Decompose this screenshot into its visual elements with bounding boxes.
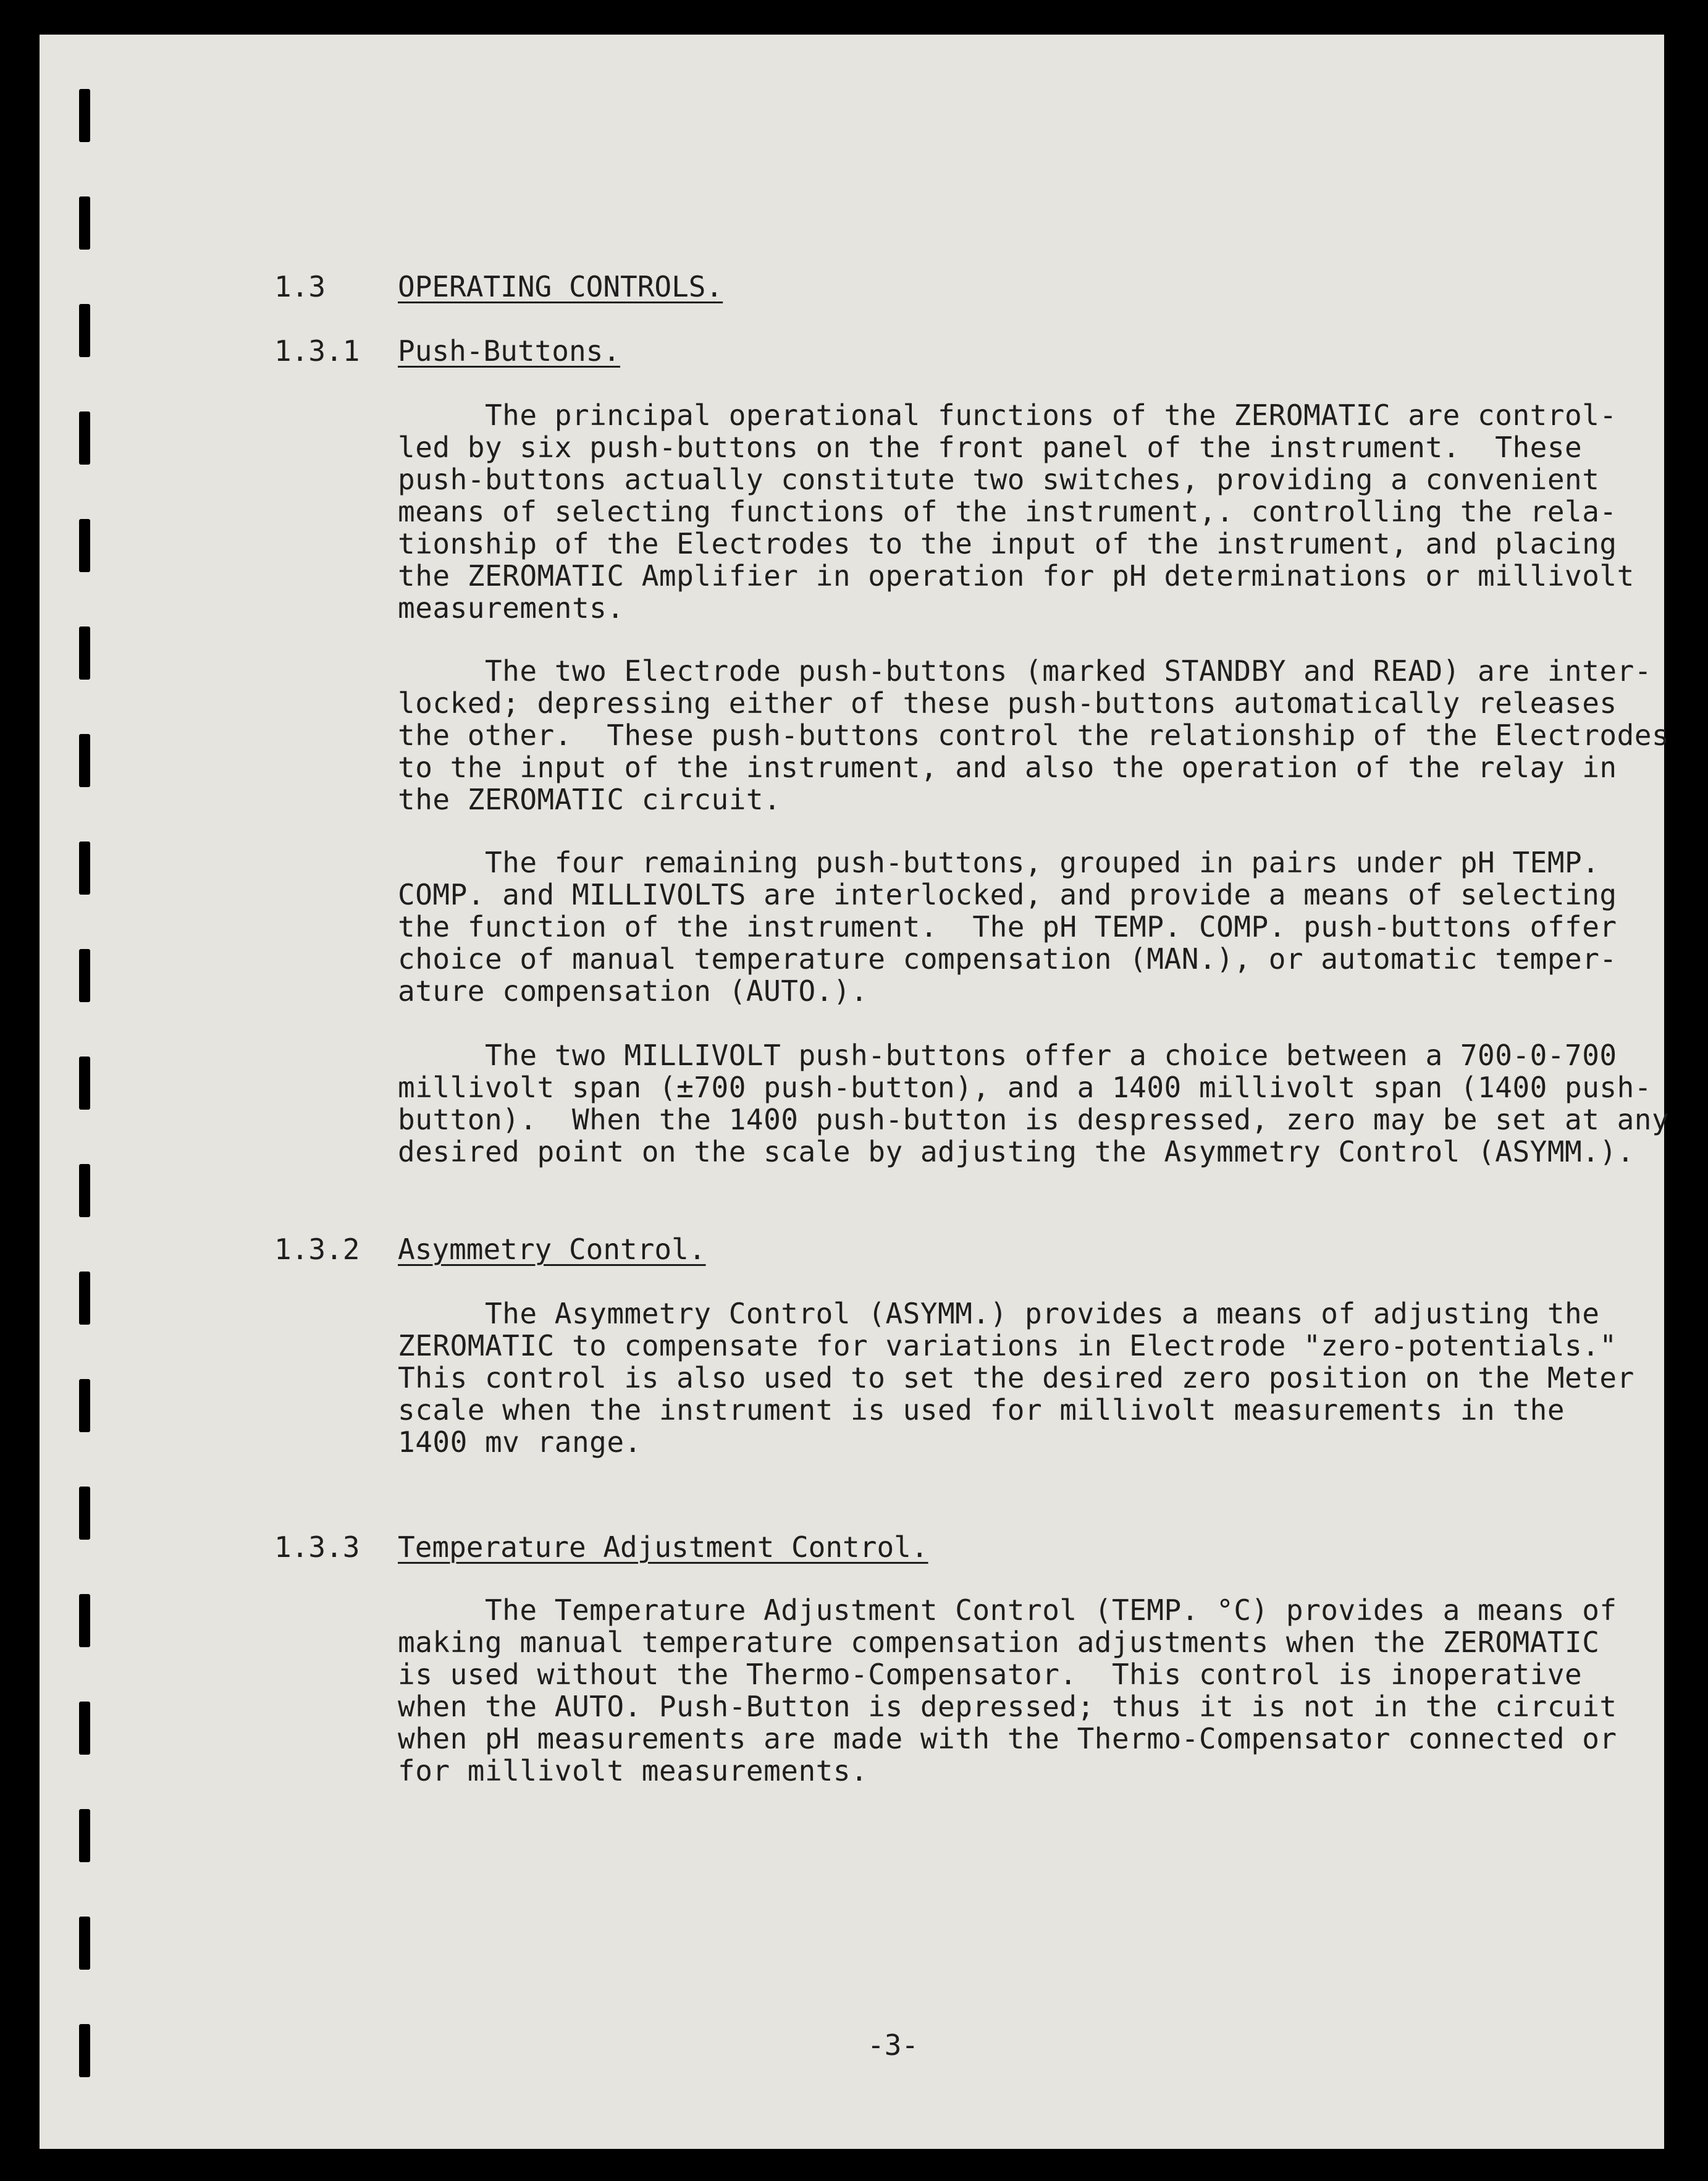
text-line: locked; depressing either of these push-buttons automatically releases [398,686,1617,720]
section-heading: Asymmetry Control. [398,1233,706,1266]
text-line: when the AUTO. Push-Button is depressed; thus it is not in the circuit [398,1690,1617,1723]
section-number: 1.3.3 [274,1530,360,1564]
binder-hole [79,1917,90,1970]
text-line: ature compensation (AUTO.). [398,974,869,1008]
text-line: This control is also used to set the desired zero position on the Meter [398,1361,1634,1394]
text-line: The Asymmetry Control (ASYMM.) provides a means of adjusting the [398,1297,1600,1330]
text-line: 1400 mv range. [398,1425,642,1459]
binder-hole [79,1164,90,1217]
section-heading: Push-Buttons. [398,334,621,368]
text-line: the ZEROMATIC circuit. [398,783,781,816]
text-line: push-buttons actually constitute two switches, providing a convenient [398,463,1600,496]
page-number: -3- [867,2028,919,2062]
section-heading: Temperature Adjustment Control. [398,1530,928,1564]
binder-hole [79,1594,90,1647]
text-line: the other. These push-buttons control the relationship of the Electrodes [398,719,1670,752]
text-line: the ZEROMATIC Amplifier in operation for pH determinations or millivolt [398,559,1634,593]
binder-hole [79,949,90,1002]
binder-hole [79,1702,90,1755]
section-number: 1.3.2 [274,1233,360,1266]
binder-hole [79,1487,90,1540]
binder-hole [79,89,90,142]
text-line: the function of the instrument. The pH TEMP. COMP. push-buttons offer [398,910,1617,943]
text-line: desired point on the scale by adjusting the Asymmetry Control (ASYMM.). [398,1135,1634,1168]
binder-hole [79,842,90,895]
binder-hole [79,1272,90,1325]
binder-hole [79,519,90,572]
binder-hole [79,1809,90,1862]
text-line: measurements. [398,591,625,625]
section-heading: OPERATING CONTROLS. [398,270,723,303]
binder-hole [79,196,90,250]
section-number: 1.3 [274,270,326,303]
text-line: to the input of the instrument, and also the operation of the relay in [398,751,1617,784]
text-line: The principal operational functions of the ZEROMATIC are control- [398,399,1617,432]
text-line: millivolt span (±700 push-button), and a 1400 millivolt span (1400 push- [398,1071,1652,1104]
text-line: is used without the Thermo-Compensator. This control is inoperative [398,1658,1583,1691]
text-line: scale when the instrument is used for millivolt measurements in the [398,1393,1565,1427]
text-line: ZEROMATIC to compensate for variations in Electrode "zero-potentials." [398,1329,1617,1362]
text-line: button). When the 1400 push-button is despressed, zero may be set at any [398,1103,1670,1136]
text-line: tionship of the Electrodes to the input of the instrument, and placing [398,527,1617,560]
binder-hole [79,734,90,787]
binder-hole [79,411,90,465]
text-line: The two Electrode push-buttons (marked STANDBY and READ) are inter- [398,654,1652,688]
binder-hole [79,1057,90,1110]
text-line: choice of manual temperature compensation (MAN.), or automatic temper- [398,942,1617,976]
text-line: when pH measurements are made with the Thermo-Compensator connected or [398,1722,1617,1755]
binder-hole [79,626,90,680]
text-line: means of selecting functions of the instrument,. controlling the rela- [398,495,1617,528]
text-line: The four remaining push-buttons, grouped in pairs under pH TEMP. [398,846,1600,879]
text-line: for millivolt measurements. [398,1754,869,1787]
binder-hole [79,304,90,357]
section-number: 1.3.1 [274,334,360,368]
text-line: making manual temperature compensation adjustments when the ZEROMATIC [398,1626,1600,1659]
text-line: COMP. and MILLIVOLTS are interlocked, and provide a means of selecting [398,878,1617,911]
binder-hole [79,2024,90,2077]
binder-hole [79,1379,90,1432]
text-line: The Temperature Adjustment Control (TEMP. °C) provides a means of [398,1593,1617,1627]
document-page [40,35,1670,2149]
text-line: The two MILLIVOLT push-buttons offer a choice between a 700-0-700 [398,1039,1617,1072]
text-line: led by six push-buttons on the front panel of the instrument. These [398,431,1583,464]
